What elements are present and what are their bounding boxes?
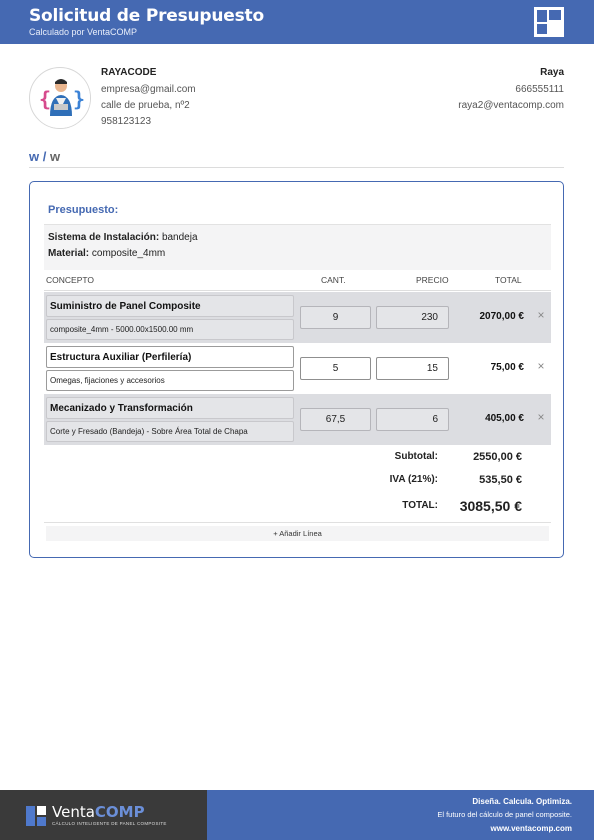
row-qty-input[interactable]: 67,5 [300,408,371,431]
company-address: calle de prueba, nº2 [101,100,190,111]
system-line [48,232,198,243]
iva-label: IVA (21%): [389,474,438,485]
delete-row-icon[interactable]: × [537,308,545,322]
material-label: Material: [48,248,90,259]
client-email: raya2@ventacomp.com [458,100,564,111]
brand-venta: Venta [52,803,95,821]
table-row [44,394,551,445]
column-header-price: PRECIO [416,275,449,285]
reference-left: w [29,149,40,164]
budget-title: Presupuesto: [48,204,119,216]
footer-website-link[interactable]: www.ventacomp.com [490,824,572,833]
divider [44,290,551,291]
add-line-button[interactable]: + Añadir Línea [46,526,549,541]
column-header-qty: CANT. [321,275,346,285]
divider [29,167,564,168]
row-title-field[interactable]: Mecanizado y Transformación [46,397,294,419]
company-name: RAYACODE [101,67,157,78]
row-description-field[interactable]: composite_4mm - 5000.00x1500.00 mm [46,319,294,340]
row-price-input[interactable]: 6 [376,408,449,431]
table-row [44,343,551,394]
client-phone: 666555111 [515,84,564,95]
row-qty-input[interactable]: 5 [300,357,371,380]
header-bar [0,0,594,44]
svg-text:}: } [73,87,86,111]
material-line [48,248,165,259]
row-price-input[interactable]: 15 [376,357,449,380]
avatar-illustration-icon [30,68,91,129]
footer-tagline: CÁLCULO INTELIGENTE DE PANEL COMPOSITE [52,821,167,826]
budget-card [29,181,564,558]
table-row [44,292,551,343]
material-value: composite_4mm [91,248,166,259]
subtotal-label: Subtotal: [394,451,438,462]
footer-slogan: Diseña. Calcula. Optimiza. [472,797,572,806]
row-total: 405,00 € [485,413,524,424]
row-description-field[interactable]: Omegas, fijaciones y accesorios [46,370,294,391]
reference-right: w [50,149,61,164]
reference-separator: / [42,149,47,164]
row-title-field[interactable]: Estructura Auxiliar (Perfilería) [46,346,294,368]
footer-brand [52,803,145,821]
brand-comp: COMP [94,803,145,821]
company-email: empresa@gmail.com [101,84,196,95]
footer-motto: El futuro del cálculo de panel composite. [437,810,572,819]
row-description-field[interactable]: Corte y Fresado (Bandeja) - Sobre Área Total de Chapa [46,421,294,442]
ventacomp-logo-icon [534,7,564,37]
row-price-input[interactable]: 230 [376,306,449,329]
budget-reference [29,149,60,164]
subtotal-value: 2550,00 € [473,451,522,463]
company-avatar [29,67,91,129]
client-name: Raya [540,67,564,78]
svg-text:{: { [39,87,52,111]
row-qty-input[interactable]: 9 [300,306,371,329]
delete-row-icon[interactable]: × [537,410,545,424]
ventacomp-logo-icon [26,806,46,826]
iva-value: 535,50 € [479,474,522,486]
page-title: Solicitud de Presupuesto [29,6,264,26]
divider [44,522,551,523]
page-subtitle: Calculado por VentaCOMP [29,27,138,37]
row-total: 2070,00 € [479,311,524,322]
total-label: TOTAL: [402,500,438,511]
column-header-concept: CONCEPTO [46,275,95,285]
column-header-total: TOTAL [495,275,522,285]
system-label: Sistema de Instalación: [48,232,160,243]
row-title-field[interactable]: Suministro de Panel Composite [46,295,294,317]
system-value: bandeja [161,232,198,243]
total-value: 3085,50 € [459,498,522,514]
company-phone: 958123123 [101,116,152,127]
installation-info [44,225,551,270]
delete-row-icon[interactable]: × [537,359,545,373]
row-total: 75,00 € [490,362,524,373]
